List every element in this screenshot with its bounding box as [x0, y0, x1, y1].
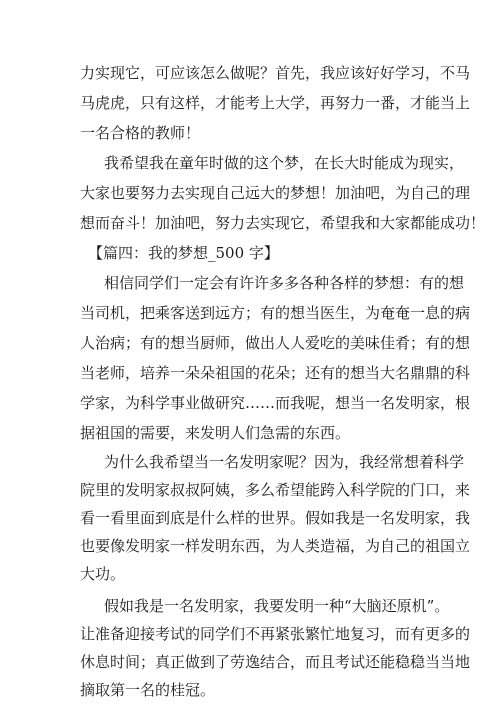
text-line: 相信同学们一定会有许许多多各种各样的梦想：有的想: [104, 274, 465, 292]
text-line: 当老师，培养一朵朵祖国的花朵；还有的想当大名鼎鼎的科: [80, 364, 471, 382]
text-line: 学家，为科学事业做研究……而我呢，想当一名发明家，根: [80, 394, 471, 412]
text-line: 为什么我希望当一名发明家呢？因为，我经常想着科学: [104, 453, 465, 471]
text-line: 一名合格的教师！: [80, 124, 201, 142]
text-line: 摘取第一名的桂冠。: [80, 681, 216, 699]
text-line: 院里的发明家叔叔阿姨，多么希望能跨入科学院的门口，来: [80, 481, 471, 499]
text-line: 人治病；有的想当厨师，做出人人爱吃的美味佳肴；有的想: [80, 334, 471, 352]
text-line: 看一看里面到底是什么样的世界。假如我是一名发明家，我: [80, 509, 471, 527]
text-line: 马虎虎，只有这样，才能考上大学，再努力一番，才能当上: [80, 94, 471, 112]
text-line: 想而奋斗！加油吧，努力去实现它，希望我和大家都能成功！: [80, 214, 486, 232]
text-line: 当司机，把乘客送到远方；有的想当医生，为奄奄一息的病: [80, 304, 471, 322]
text-line: 让准备迎接考试的同学们不再紧张繁忙地复习，而有更多的: [80, 625, 471, 643]
text-line: 休息时间；真正做到了劳逸结合，而且考试还能稳稳当当地: [80, 653, 471, 671]
text-line: 假如我是一名发明家，我要发明一种“大脑还原机”。: [104, 597, 450, 615]
text-line: 大功。: [80, 565, 126, 583]
text-line: 我希望我在童年时做的这个梦，在长大时能成为现实，: [104, 154, 465, 172]
text-line: 力实现它，可应该怎么做呢？首先，我应该好好学习，不马: [80, 64, 471, 82]
text-line: 大家也要努力去实现自己远大的梦想！加油吧，为自己的理: [80, 184, 471, 202]
text-line: 据祖国的需要，来发明人们急需的东西。: [80, 424, 351, 442]
section-heading: 【篇四：我的梦想_500 字】: [88, 244, 279, 262]
text-line: 也要像发明家一样发明东西，为人类造福，为自己的祖国立: [80, 537, 471, 555]
